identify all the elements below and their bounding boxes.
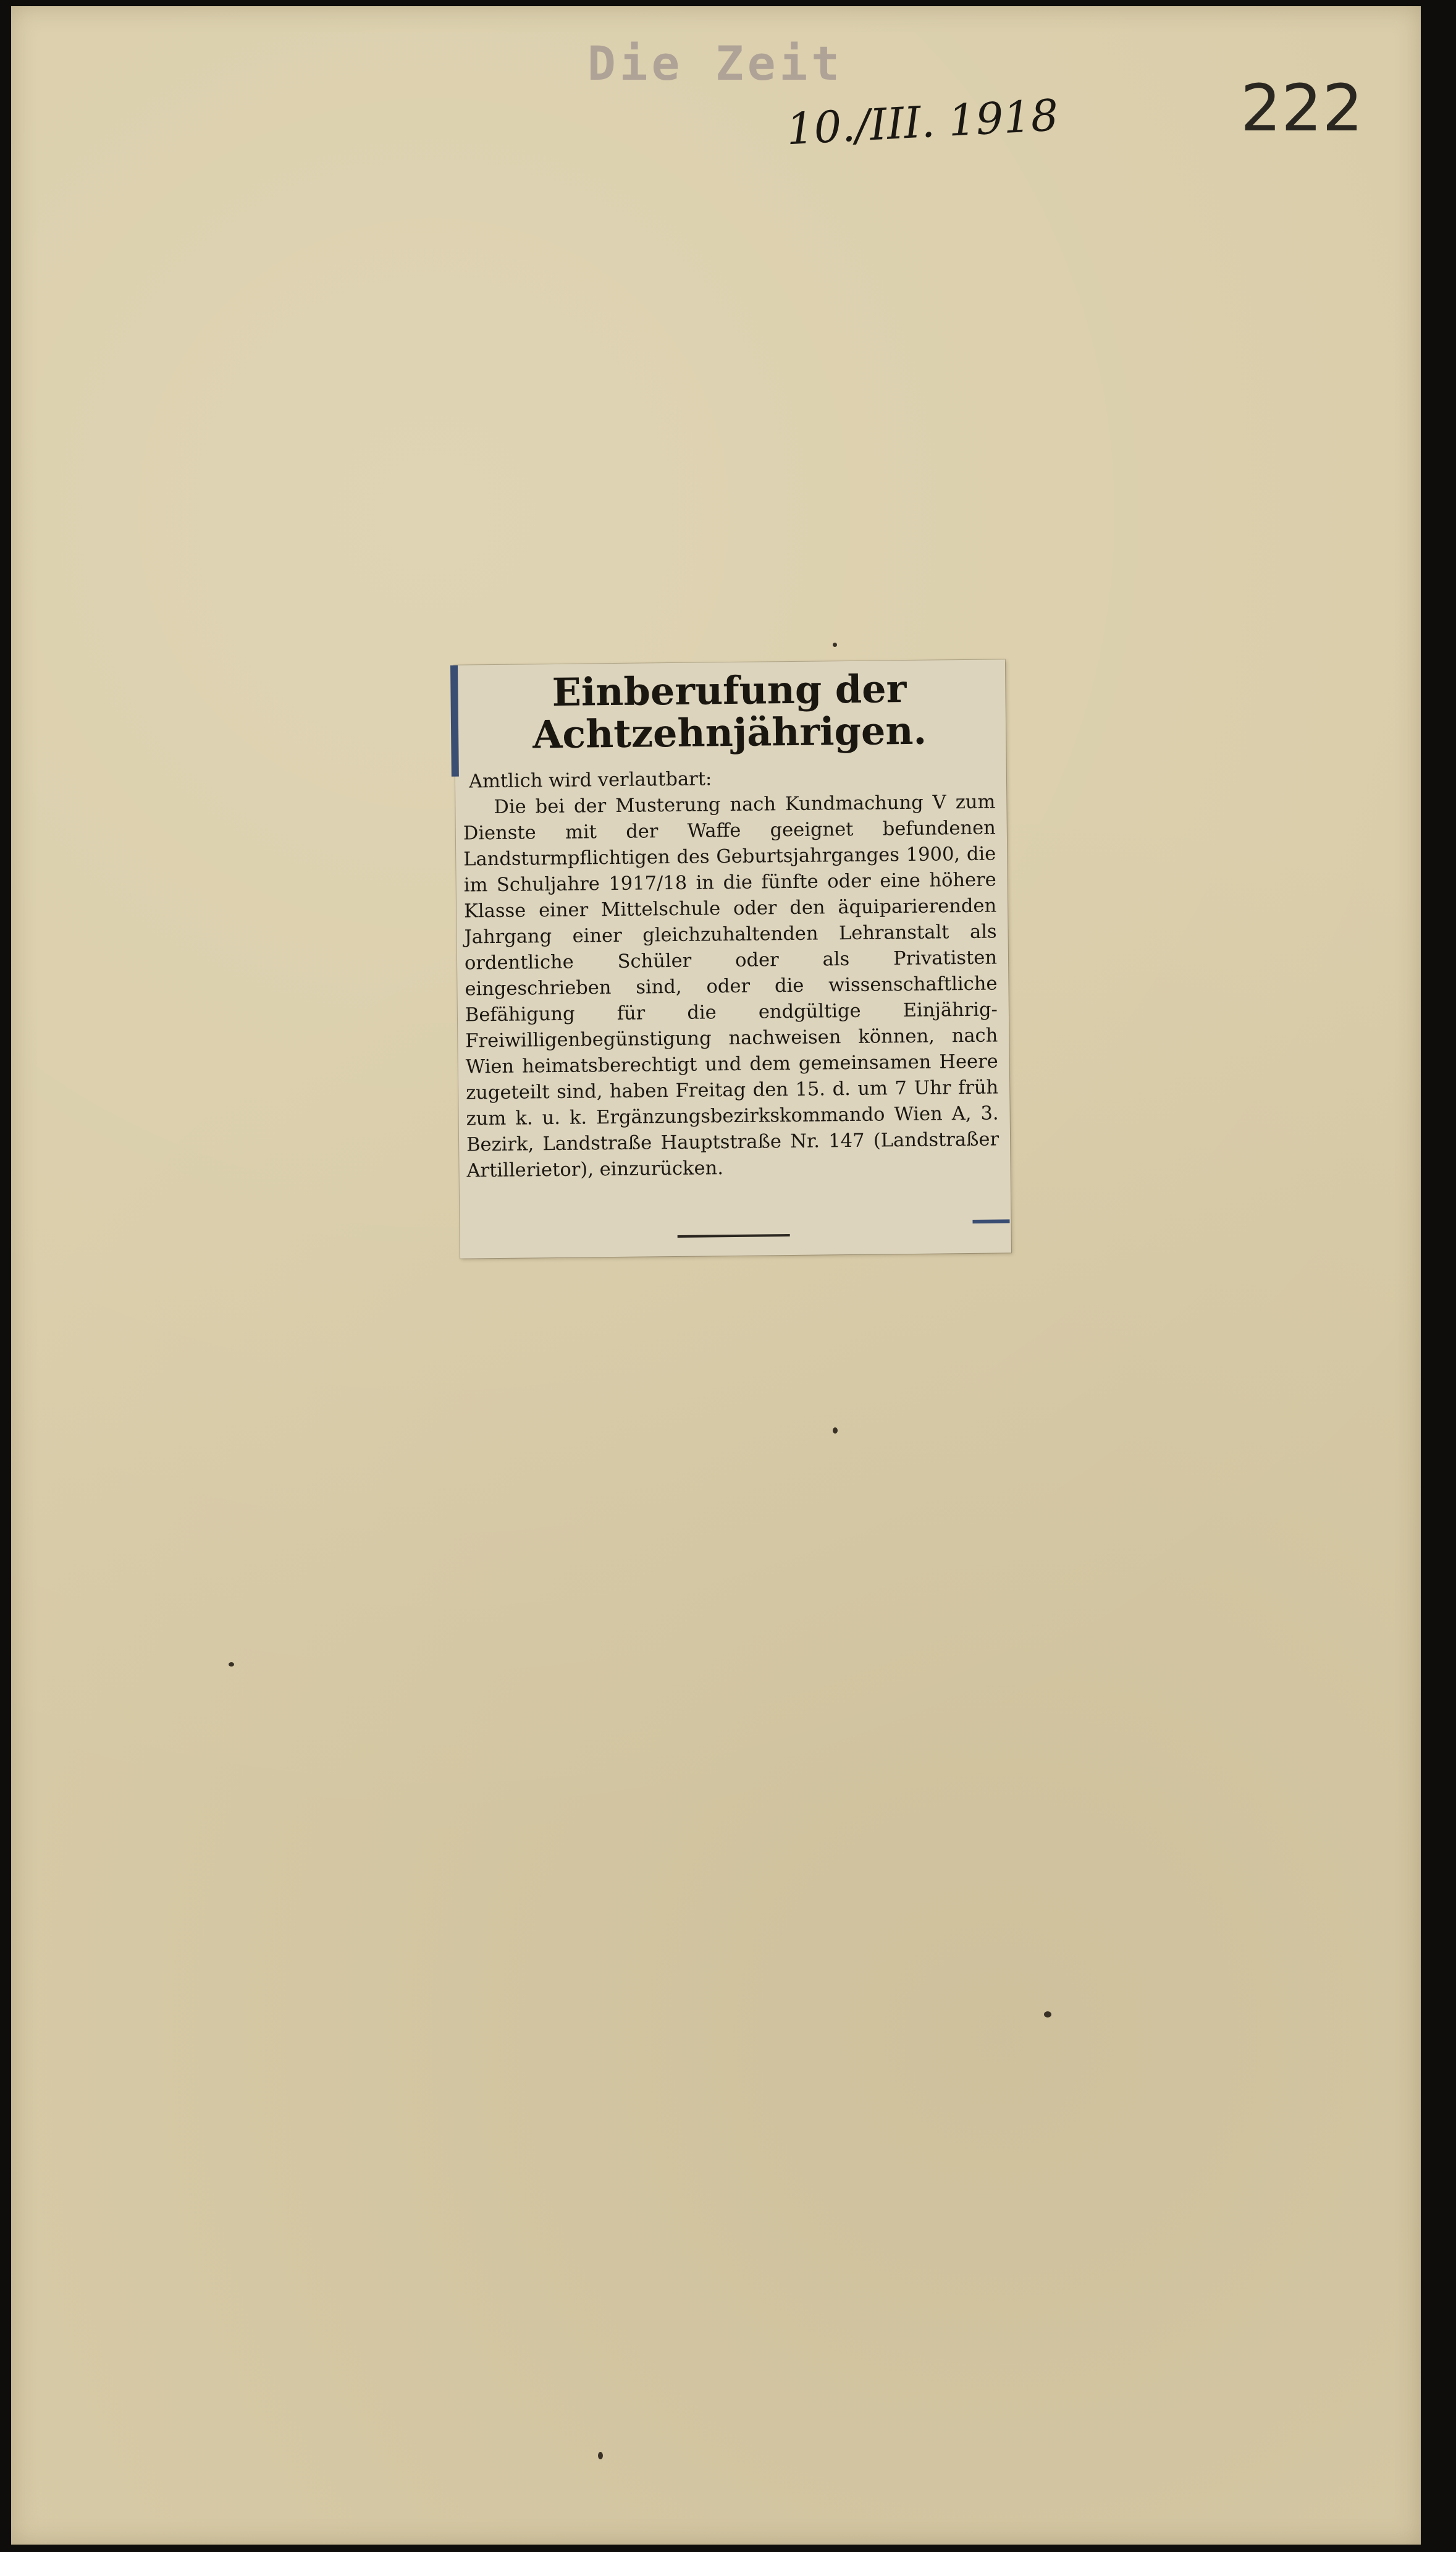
clipping-left-rule: [450, 665, 459, 777]
clipping-corner-rule: [972, 1219, 1009, 1223]
clipping-end-rule: [678, 1234, 790, 1238]
paper-speck: [1044, 2011, 1051, 2018]
paper-speck: [833, 1427, 838, 1434]
newspaper-clipping: [454, 659, 1011, 1258]
clipping-body: [463, 764, 999, 1185]
paper-speck: [598, 2452, 603, 2459]
handwritten-date: 10./III. 1918: [785, 90, 1060, 155]
newspaper-stamp: Die Zeit: [587, 36, 844, 91]
folio-number: 222: [1240, 70, 1363, 146]
paper-speck: [833, 643, 837, 647]
clipping-paragraph: Die bei der Musterung nach Kundmachung V zum Dienste mit der Waffe geeignet befundenen Landsturmpflichtigen des Geburtsjahrganges 1900, die im Schuljahre 1917/18 in die fünfte oder eine höhere Klasse einer Mittelschule oder den äquiparierenden Jahrgang einer gleichzuhaltenden Lehranstalt als ordentliche Schüler oder als Privatisten eingeschrieben sind, oder die wissenschaftliche Befähigung für die endgültige Einjährig-Freiwilligenbegünstigung nachweisen können, nach Wien heimatsberechtigt und dem gemeinsamen Heere zugeteilt sind, haben Freitag den 15. d. um 7 Uhr früh zum k. u. k. Ergänzungsbezirkskommando Wien A, 3. Bezirk, Landstraße Hauptstraße Nr. 147 (Landstraßer Artillerietor), einzurücken.: [463, 791, 999, 1182]
paper-speck: [229, 1662, 234, 1667]
clipping-headline: Einberufung der Achtzehnjährigen.: [532, 666, 927, 758]
clipping-lead: Amtlich wird verlautbart:: [468, 768, 712, 793]
archive-sheet: [11, 6, 1421, 2545]
